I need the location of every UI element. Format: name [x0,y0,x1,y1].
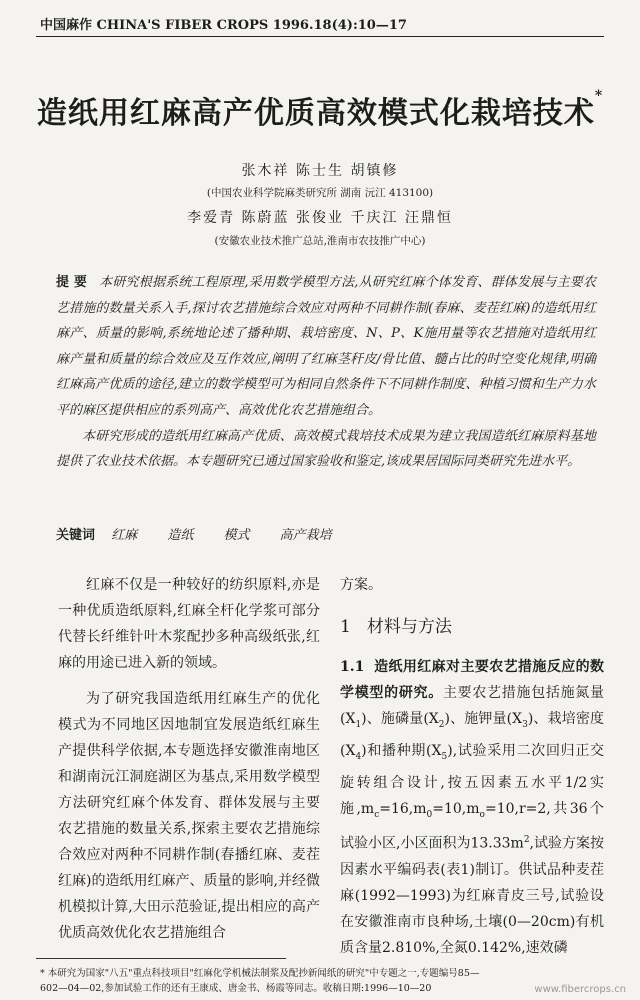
body-text: )、栽培密度(X [340,711,604,759]
body-paragraph: 为了研究我国造纸用红麻生产的优化模式为不同地区因地制宜发展造纸红麻生产提供科学依据,本专题选择安徽淮南地区和湖南沅江洞庭湖区为基点,采用数学模型方法研究红麻个体发育、群体发展与主要农艺措施的数量关系,探索主要农艺措施综合效应对两种不同耕作制(春播红麻、麦茬红麻)的造纸用红麻产、质量的影响,并经微机模拟计算,大田示范验证,提出相应的高产优质高效优化农艺措施组合 [58,691,320,941]
journal-header: 中国麻作 CHINA'S FIBER CROPS 1996.18(4):10—17 [40,18,407,33]
subsection-number: 1.1 [340,659,365,675]
body-text: )、施磷量(X [361,711,439,727]
author-group-1: 张木祥 陈士生 胡镇修 [241,163,399,179]
body-paragraph [340,654,604,961]
affiliation-2: (安徽农业技术推广总站,淮南市农技推广中心) [214,235,426,247]
watermark: www.fibercrops.cn [534,984,626,995]
keyword: 造纸 [167,528,194,543]
affiliation-1: (中国农业科学院麻类研究所 湖南 沅江 413100) [206,187,434,199]
section-heading [340,614,604,640]
title-footnote-mark: * [594,88,604,104]
subscript: 2 [438,719,445,730]
body-right-column [340,572,604,961]
subscript: 5 [441,751,448,762]
body-text: =16,m [379,800,427,817]
author-group-2: 李爱青 陈蔚蓝 张俊业 千庆江 汪鼎恒 [187,210,453,226]
footnote-line-1: * 本研究为国家"八五"重点科技项目"红麻化学机械法制浆及配抄新闻纸的研究"中专题之一,专题编号85— [40,968,480,979]
keywords [56,524,596,543]
keyword: 高产栽培 [279,528,332,543]
abstract-para-1: 本研究根据系统工程原理,采用数学模型方法,从研究红麻个体发育、群体发展与主要农艺措施的数量关系入手,探讨农艺措施综合效应对两种不同耕作制(春麻、麦茬红麻)的造纸用红麻产、质量的影响,系统地论述了播种期、栽培密度、N、P、K施用量等农艺措施对造纸用红麻产量和质量的综合效应及互作效应,阐明了红麻茎秆皮/骨比值、髓占比的时空变化规律,明确红麻高产优质的途径,建立的数学模型可为相同自然条件下不同耕作制度、种植习惯和生产力水平的麻区提供相应的系列高产、高效优化农艺措施组合。 [56,275,597,418]
abstract [56,270,596,475]
abstract-para-2: 本研究形成的造纸用红麻高产优质、高效模式栽培技术成果为建立我国造纸红麻原料基地提供了农业技术依据。本专题研究已通过国家验收和鉴定,该成果居国际同类研究先进水平。 [56,428,596,470]
body-text: 主要农艺措施包括施氮量(X [340,685,605,727]
keywords-label: 关键词 [56,528,96,543]
subscript: 4 [355,751,362,762]
subsection-title: 造纸用红麻对主要农艺措施反应的数学模型的研究。 [340,659,605,701]
body-text: ),试验采用二次回归正交旋转组合设计,按五因素五水平1/2实施,m [340,742,605,817]
body-text: )和播种期(X [361,742,442,759]
section-title: 材料与方法 [366,617,452,637]
body-text: ,试验方案按因素水平编码表(表1)制订。供试品种麦茬麻(1992—1993)为红麻青皮三号,试验设在安徽淮南市良种场,土壤(0—20cm)有机质含量2.810%,全氮0.142%,速效磷 [340,836,604,957]
keyword: 红麻 [111,528,138,543]
subscript: 0 [426,809,433,820]
footnote-line-2: 602—04—02,参加试验工作的还有王康成、唐金书、杨霞等同志。收稿日期:1996—10—20 [40,983,432,994]
subscript: o [479,809,485,820]
body-text: )、施钾量(X [444,711,523,727]
body-text: =10,r=2,共36个试验小区,小区面积为13.33m [340,800,604,853]
body-paragraph: 红麻不仅是一种较好的纺织原料,亦是一种优质造纸原料,红麻全杆化学浆可部分代替长纤维针叶木浆配抄多种高级纸张,红麻的用途已进入新的领域。 [58,577,320,671]
subscript: 3 [522,719,528,730]
paper-title [0,88,640,132]
body-left-column [58,572,320,946]
abstract-label: 提 要 [56,275,88,290]
header-rule [36,36,604,37]
title-text: 造纸用红麻高产优质高效模式化栽培技术 [36,96,595,131]
section-number: 1 [340,617,351,637]
footnote [40,966,608,996]
body-text: =10,m [432,800,480,817]
subscript: c [374,809,380,820]
superscript: 2 [523,835,530,846]
body-continuation: 方案。 [340,577,382,593]
footnote-rule [36,958,286,959]
subscript: 1 [355,719,362,730]
keyword: 模式 [223,528,250,543]
